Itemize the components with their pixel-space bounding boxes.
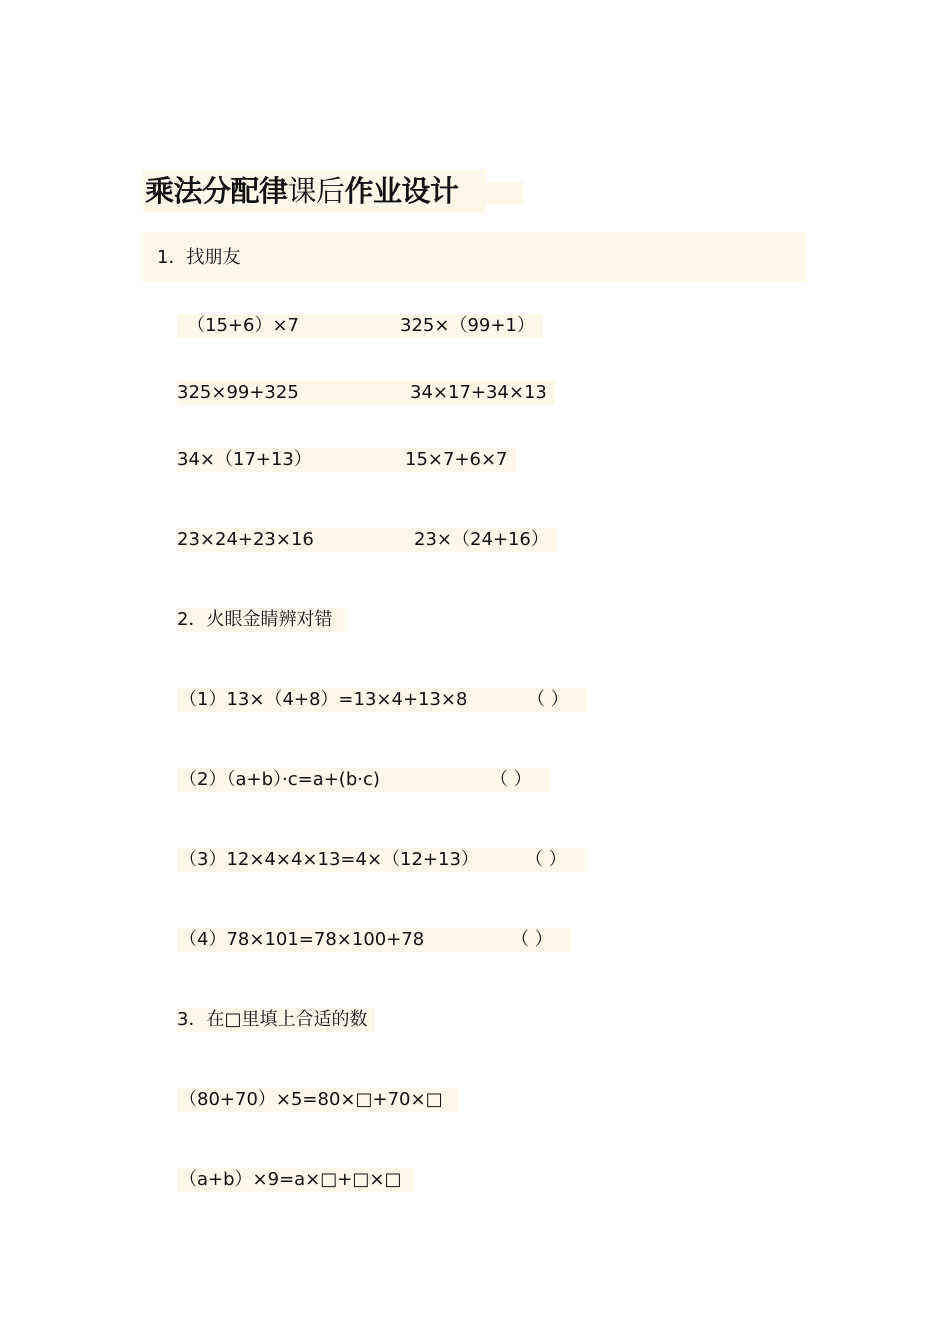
section1-row1-left: （15+6）×7 [187, 315, 299, 336]
section1-heading: 1．找朋友 [157, 247, 241, 268]
section2-item3-answer-blank[interactable]: （ ） [525, 849, 567, 870]
title-text [145, 174, 459, 208]
section2-item4-expr: （4）78×101=78×100+78 [179, 929, 425, 950]
section1-row4-right: 23×（24+16） [414, 529, 549, 550]
section3-item2[interactable]: （a+b）×9=a×□+□×□ [179, 1169, 402, 1190]
title-part2: 课后 [287, 174, 345, 208]
section1-row4-left: 23×24+23×16 [177, 529, 314, 550]
title-part1: 乘法分配律 [145, 174, 288, 208]
section1-row1-right: 325×（99+1） [400, 315, 535, 336]
section3-item1[interactable]: （80+70）×5=80×□+70×□ [179, 1089, 443, 1110]
section3-heading: 3．在□里填上合适的数 [177, 1009, 368, 1030]
title-highlight-tail [486, 182, 523, 204]
section2-item3-expr: （3）12×4×4×13=4×（12+13） [179, 849, 479, 870]
title-part3: 作业设计 [344, 174, 459, 208]
section1-row2-left: 325×99+325 [177, 382, 299, 403]
section1-row3-right: 15×7+6×7 [405, 449, 508, 470]
section2-item2-expr: （2）（a+b）·c=a+(b·c) [179, 769, 380, 790]
section2-item1-answer-blank[interactable]: （ ） [527, 689, 569, 710]
section1-row2-right: 34×17+34×13 [410, 382, 547, 403]
section1-row3-left: 34×（17+13） [177, 449, 312, 470]
section2-item4-answer-blank[interactable]: （ ） [511, 929, 553, 950]
section1-header-bar [143, 232, 806, 282]
section2-heading: 2．火眼金睛辨对错 [177, 609, 333, 630]
section2-item1-expr: （1）13×（4+8）=13×4+13×8 [179, 689, 468, 710]
section2-item2-answer-blank[interactable]: （ ） [490, 769, 532, 790]
page-title [143, 170, 523, 212]
